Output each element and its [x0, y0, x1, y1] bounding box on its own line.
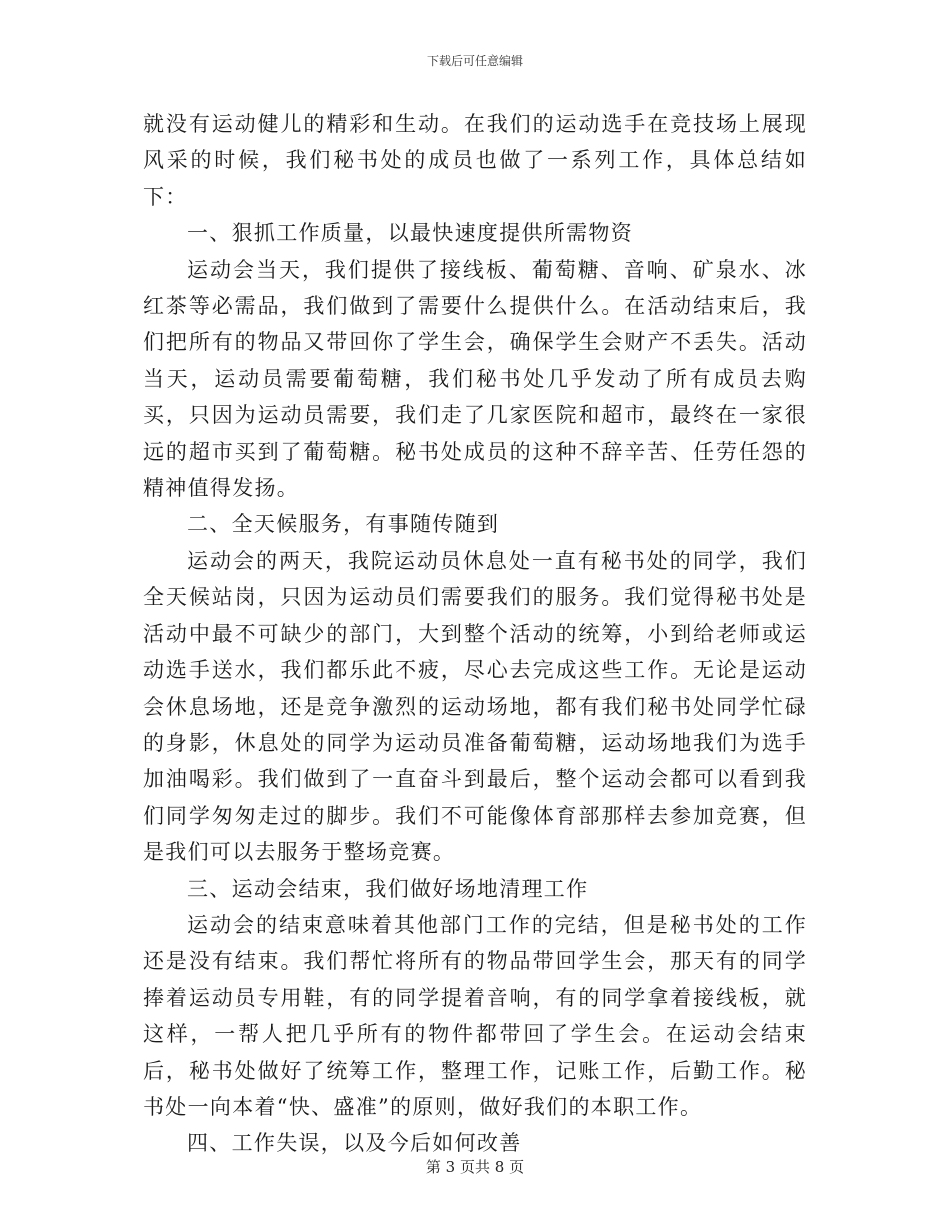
- section-heading-1: 一、狠抓工作质量，以最快速度提供所需物资: [187, 221, 633, 246]
- section-heading-2: 二、全天候服务，有事随传随到: [187, 512, 500, 537]
- section-heading-3: 三、运动会结束，我们做好场地清理工作: [187, 876, 589, 901]
- document-body: [143, 106, 807, 1162]
- page-header: 下载后可任意编辑: [426, 54, 523, 68]
- paragraph: 运动会的结束意味着其他部门工作的完结，但是秘书处的工作还是没有结束。我们帮忙将所有的物品带回学生会，那天有的同学捧着运动员专用鞋，有的同学提着音响，有的同学拿着接线板，就这样，一帮人把几乎所有的物件都带回了学生会。在运动会结束后，秘书处做好了统筹工作，整理工作，记账工作，后勤工作。秘书处一向本着“快、盛准”的原则，做好我们的本职工作。: [143, 912, 807, 1119]
- paragraph: 就没有运动健儿的精彩和生动。在我们的运动选手在竞技场上展现风采的时候，我们秘书处的成员也做了一系列工作，具体总结如下：: [143, 112, 807, 209]
- paragraph: 运动会当天，我们提供了接线板、葡萄糖、音响、矿泉水、冰红茶等必需品，我们做到了需要什么提供什么。在活动结束后，我们把所有的物品又带回你了学生会，确保学生会财产不丢失。活动当天，运动员需要葡萄糖，我们秘书处几乎发动了所有成员去购买，只因为运动员需要，我们走了几家医院和超市，最终在一家很远的超市买到了葡萄糖。秘书处成员的这种不辞辛苦、任劳任怨的精神值得发扬。: [143, 257, 807, 501]
- page-footer: 第 3 页共 8 页: [425, 1158, 525, 1176]
- section-heading-4: 四、工作失误，以及今后如何改善: [187, 1131, 522, 1156]
- paragraph: 运动会的两天，我院运动员休息处一直有秘书处的同学，我们全天候站岗，只因为运动员们需要我们的服务。我们觉得秘书处是活动中最不可缺少的部门，大到整个活动的统筹，小到给老师或运动选手送水，我们都乐此不疲，尽心去完成这些工作。无论是运动会休息场地，还是竞争激烈的运动场地，都有我们秘书处同学忙碌的身影，休息处的同学为运动员准备葡萄糖，运动场地我们为选手加油喝彩。我们做到了一直奋斗到最后，整个运动会都可以看到我们同学匆匆走过的脚步。我们不可能像体育部那样去参加竞赛，但是我们可以去服务于整场竞赛。: [143, 548, 807, 865]
